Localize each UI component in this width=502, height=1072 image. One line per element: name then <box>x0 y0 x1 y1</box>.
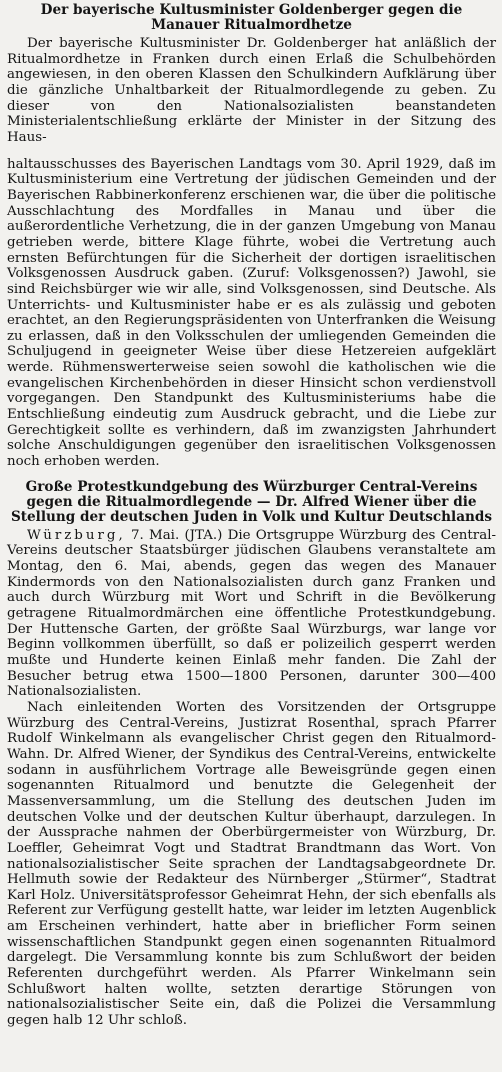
article-kultusminister <box>7 3 496 470</box>
article-1-paragraph-2: haltausschusses des Bayerischen Landtags vom 30. April 1929, daß im Kultusministerium eine Vertretung der jüdischen Gemeinden und der Bayerischen Rabbinerkonferenz erschienen war, die über die politische Ausschlachtung des Mordfalles in Manau und über die außerordentliche Verhetzung, die in der ganzen Umgebung von Manau getrieben werde, bittere Klage führte, wobei die Vertretung auch ernsten Befürchtungen für die Sicherheit der dortigen israelitischen Volksgenossen Ausdruck gaben. (Zuruf: Volksgenossen?) Jawohl, sie sind Reichsbürger wie wir alle, sind Volksgenossen, sind Deutsche. Als Unterrichts- und Kultusminister habe er es als zulässig und geboten erachtet, an den Regierungspräsidenten von Unterfranken die Weisung zu erlassen, daß in den Volksschulen der umliegenden Gemeinden die Schuljugend in geeigneter Weise über diese Hetzereien aufgeklärt werde. Rühmenswerterweise seien sowohl die katholischen wie die evangelischen Kirchenbehörden in dieser Hinsicht schon verdienstvoll vorgegangen. Den Standpunkt des Kultusministeriums habe die Entschließung eindeutig zum Ausdruck gebracht, und die Liebe zur Gerechtigkeit sollte es verhindern, daß im zwanzigsten Jahrhundert solche Anschuldigungen gegenüber den israelitischen Volksgenossen noch erhoben werden. <box>7 156 496 470</box>
article-2-paragraph-2: Nach einleitenden Worten des Vorsitzenden der Ortsgruppe Würzburg des Central-Vereins, Justizrat Rosenthal, sprach Pfarrer Rudolf Winkelmann als evangelischer Christ gegen den Ritualmord-Wahn. Dr. Alfred Wiener, der Syndikus des Central-Vereins, entwickelte sodann in ausführlichem Vortrage alle Beweisgründe gegen einen sogenannten Ritualmord und benutzte die Gelegenheit der Massenversammlung, um die Stellung des deutschen Juden im deutschen Volke und der deutschen Kultur überhaupt, darzulegen. In der Aussprache nahmen der Oberbürgermeister von Würzburg, Dr. Loeffler, Geheimrat Vogt und Stadtrat Brandtmann das Wort. Von nationalsozialistischer Seite sprachen der Landtagsabgeordnete Dr. Hellmuth sowie der Redakteur des Nürnberger „Stürmer“, Stadtrat Karl Holz. Universitätsprofessor Geheimrat Hehn, der sich ebenfalls als Referent zur Verfügung gestellt hatte, war leider im letzten Augenblick am Erscheinen verhindert, hatte aber in brieflicher Form seinen wissenschaftlichen Standpunkt gegen einen sogenannten Ritualmord dargelegt. Die Versammlung konnte bis zum Schlußwort der beiden Referenten durchgeführt werden. Als Pfarrer Winkelmann sein Schlußwort halten wollte, setzten derartige Störungen von nationalsozialistischer Seite ein, daß die Polizei die Versammlung gegen halb 12 Uhr schloß. <box>7 699 496 1029</box>
article-2-paragraph-1-text: 7. Mai. (JTA.) Die Ortsgruppe Würzburg des Central-Vereins deutscher Staatsbürger jüdischen Glaubens veranstaltete am Montag, den 6. Mai, abends, gegen das wegen des Manauer Kindermords von den Nationalsozialisten durch ganz Franken und auch durch Würzburg mit Wort und Schrift in die Bevölkerung getragene Ritualmordmärchen eine öffentliche Protestkundgebung. Der Huttensche Garten, der größte Saal Würzburgs, war lange vor Beginn vollkommen überfüllt, so daß er polizeilich gesperrt werden mußte und Hunderte keinen Einlaß mehr fanden. Die Zahl der Besucher betrug etwa 1500—1800 Personen, darunter 300—400 Nationalsozialisten. <box>7 527 496 700</box>
article-2-headline: Große Protestkundgebung des Würzburger Central-Vereins gegen die Ritualmordlegende — Dr. Alfred Wiener über die Stellung der deutschen Juden in Volk und Kultur Deutschlands <box>10 478 493 525</box>
article-2-paragraph-1 <box>7 528 496 700</box>
dateline-place: Würzburg, <box>27 527 126 543</box>
article-1-headline: Der bayerische Kultusminister Goldenberger gegen die Manauer Ritualmordhetze <box>40 2 463 33</box>
article-1-paragraph-1: Der bayerische Kultusminister Dr. Goldenberger hat anläßlich der Ritualmordhetze in Franken durch einen Erlaß die Schulbehörden angewiesen, in den oberen Klassen den Schulkindern Aufklärung über die gänzliche Unhaltbarkeit der Ritualmordlegende zu geben. Zu dieser von den Nationalsozialisten beanstandeten Ministerialentschließung erklärte der Minister in der Sitzung des Haus- <box>7 36 496 145</box>
article-wuerzburg-protest <box>7 480 496 1029</box>
